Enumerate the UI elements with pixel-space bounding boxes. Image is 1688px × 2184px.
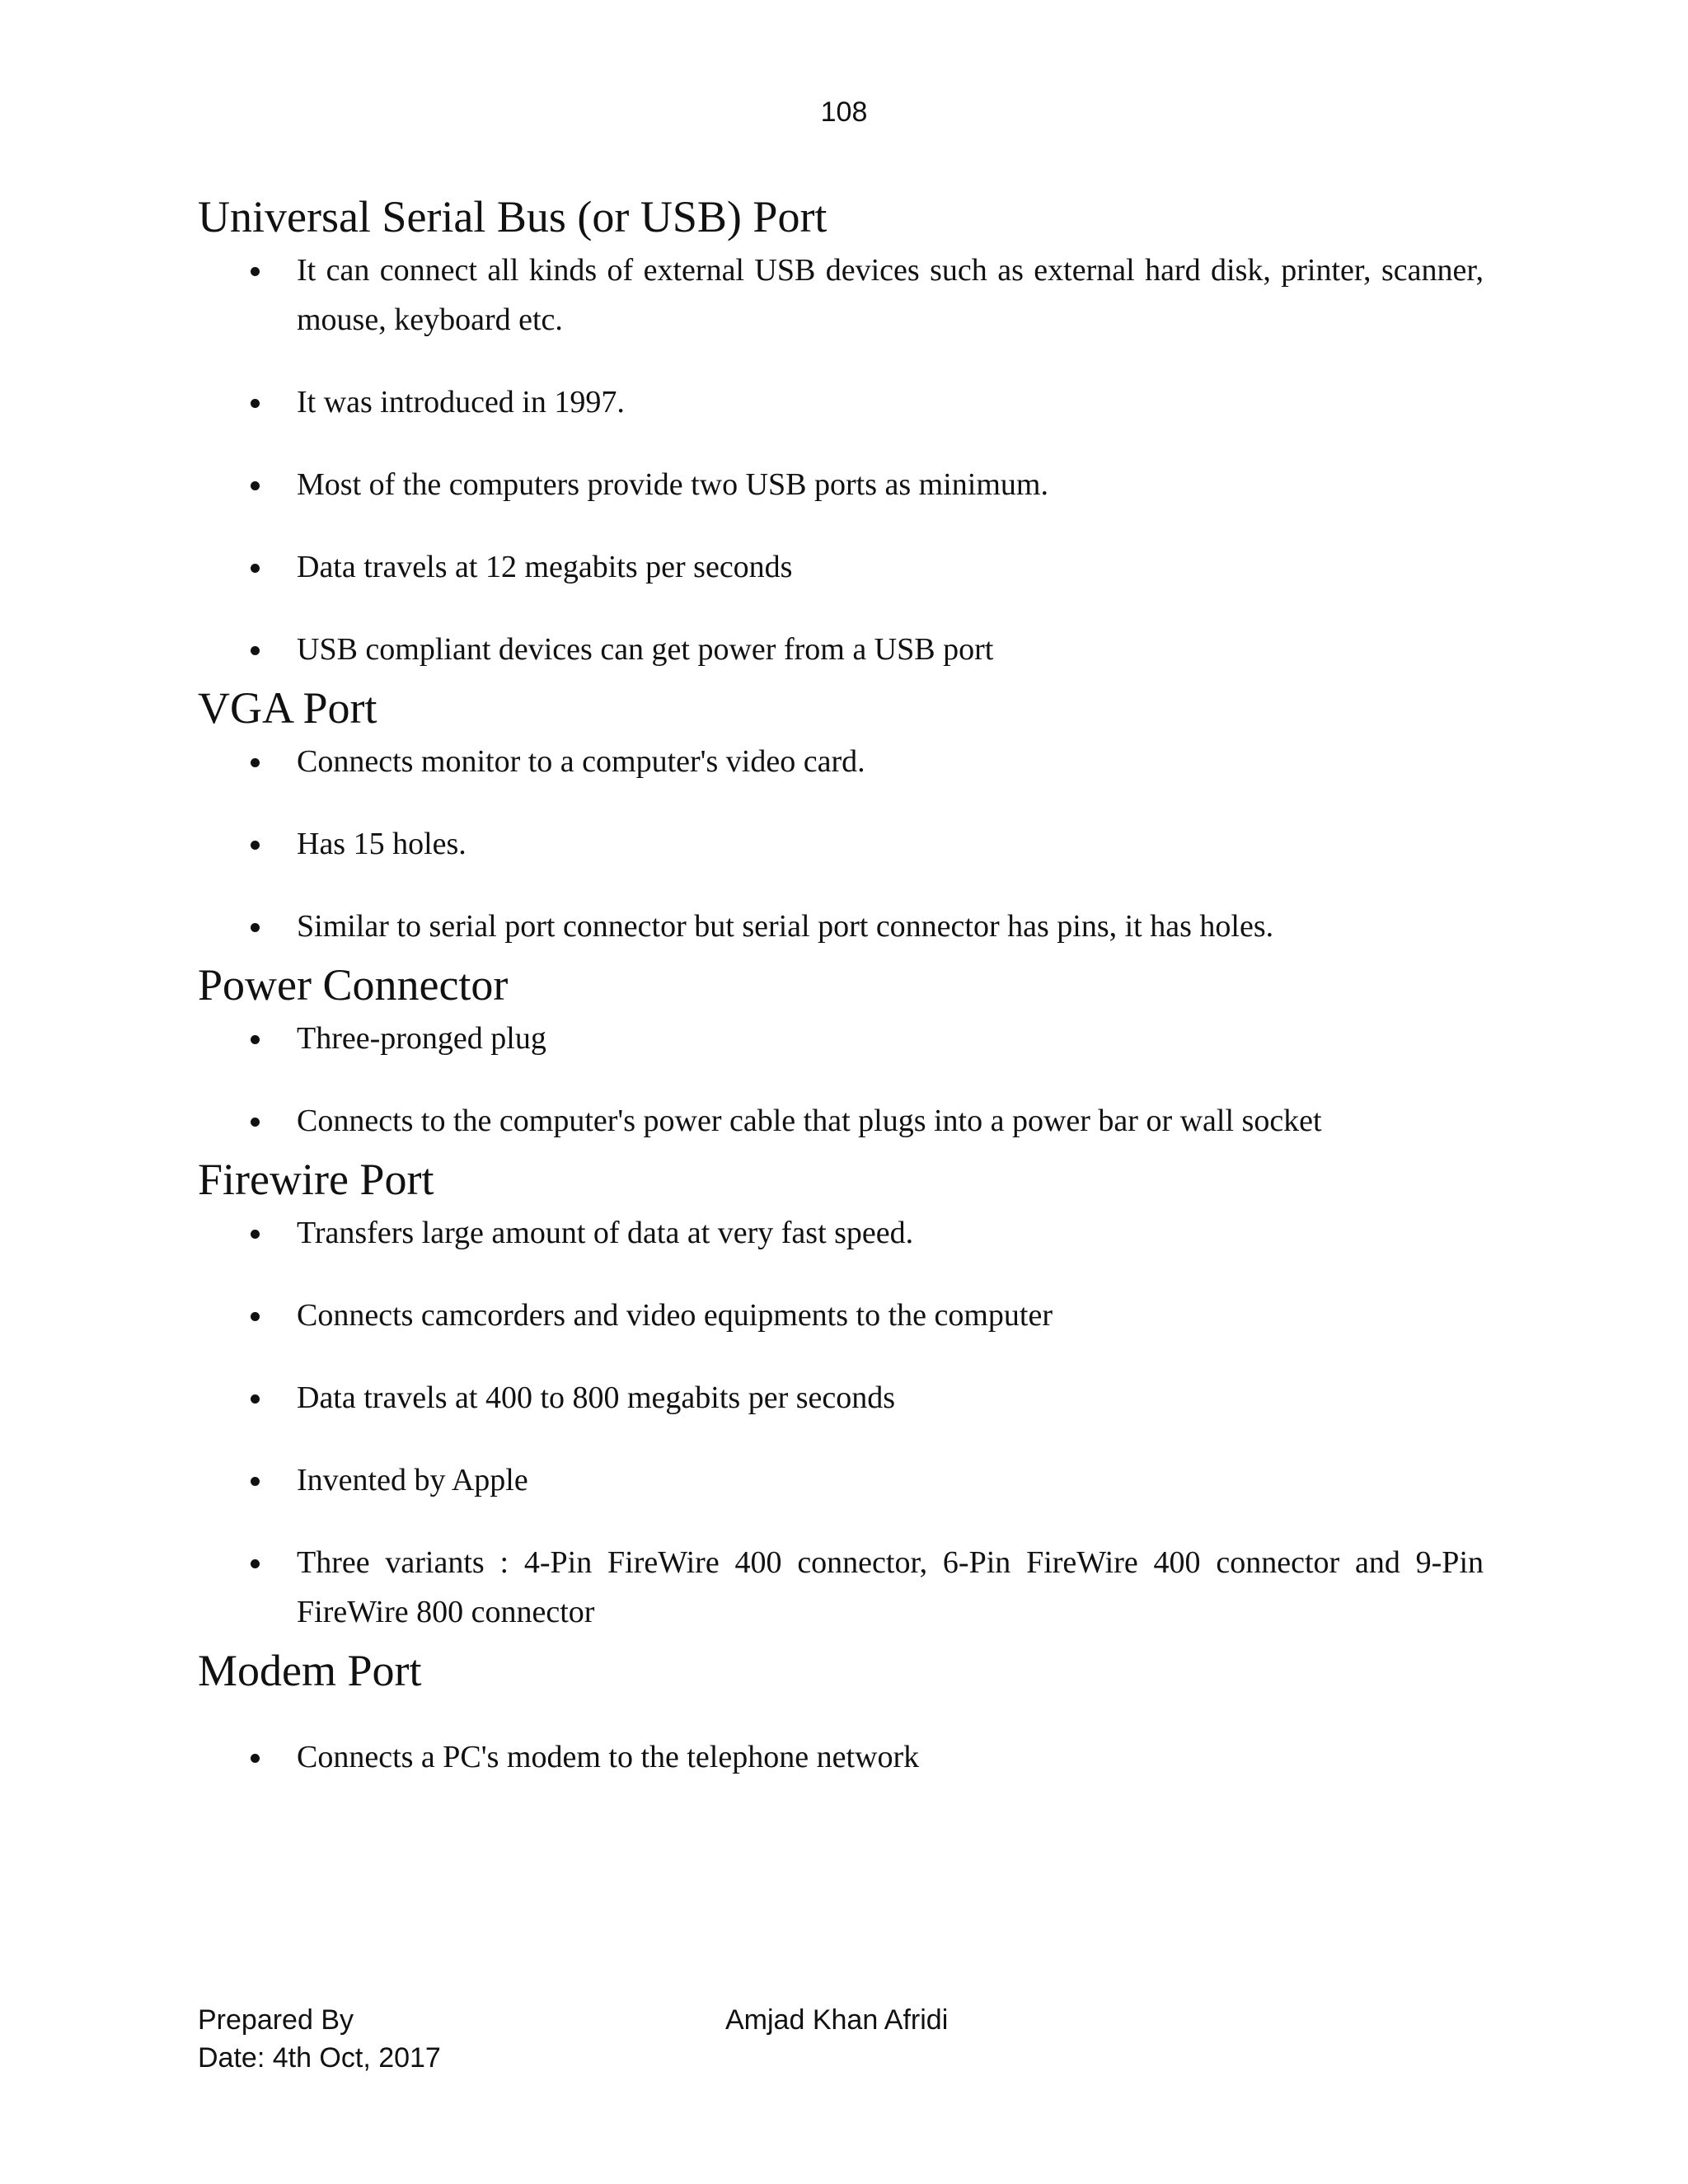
list-item-text: Data travels at 12 megabits per seconds (297, 550, 793, 584)
list-item-text: Three-pronged plug (297, 1021, 546, 1056)
list-item-text: Transfers large amount of data at very fast speed. (297, 1216, 914, 1250)
bullet-icon (251, 399, 260, 408)
list-item (198, 246, 1484, 344)
list-item-text: Similar to serial port connector but serial port connector has pins, it has holes. (297, 909, 1274, 944)
list-item-text: Connects monitor to a computer's video card. (297, 744, 865, 779)
list-item (198, 460, 1484, 509)
bullet-icon (251, 923, 260, 932)
section-firewire-port (198, 1151, 1484, 1637)
list-item (198, 542, 1484, 592)
list-item (198, 1373, 1484, 1422)
section-title: Universal Serial Bus (or USB) Port (198, 192, 828, 241)
bullet-icon (251, 481, 260, 490)
bullet-icon (251, 564, 260, 573)
section-title: Modem Port (198, 1646, 422, 1695)
bullet-icon (251, 1754, 260, 1763)
bullet-list (198, 1208, 1484, 1637)
bullet-icon (251, 758, 260, 767)
list-item-text: Most of the computers provide two USB ports as minimum. (297, 467, 1048, 502)
section-power-connector (198, 956, 1484, 1146)
bullet-icon (251, 1477, 260, 1486)
page-number: 108 (820, 96, 868, 128)
bullet-list (198, 246, 1484, 674)
list-item (198, 1014, 1484, 1063)
list-item-text: It was introduced in 1997. (297, 385, 625, 419)
bullet-list (198, 737, 1484, 951)
list-item (198, 1096, 1484, 1146)
list-item (198, 1208, 1484, 1258)
page-content (198, 188, 1484, 1782)
list-item (198, 377, 1484, 427)
list-item-text: Connects a PC's modem to the telephone network (297, 1740, 920, 1774)
list-item (198, 819, 1484, 869)
bullet-icon (251, 267, 260, 276)
list-item (198, 1538, 1484, 1637)
section-modem-port (198, 1642, 1484, 1782)
footer-date: Date: 4th Oct, 2017 (198, 2042, 441, 2074)
bullet-list (198, 1732, 1484, 1782)
list-item (198, 1732, 1484, 1782)
bullet-icon (251, 1118, 260, 1127)
list-item (198, 737, 1484, 786)
bullet-icon (251, 1559, 260, 1568)
list-item (198, 1455, 1484, 1505)
bullet-icon (251, 1035, 260, 1044)
bullet-list (198, 1014, 1484, 1146)
bullet-icon (251, 841, 260, 850)
section-title: VGA Port (198, 683, 377, 733)
list-item (198, 1291, 1484, 1340)
section-title: Firewire Port (198, 1155, 434, 1204)
list-item-text: Data travels at 400 to 800 megabits per seconds (297, 1380, 896, 1415)
list-item-text: Connects to the computer's power cable that plugs into a power bar or wall socket (297, 1104, 1322, 1138)
list-item (198, 902, 1484, 951)
list-item-text: Three variants : 4-Pin FireWire 400 connector, 6-Pin FireWire 400 connector and 9-Pin FireWire 800 connector (297, 1545, 1484, 1629)
list-item-text: It can connect all kinds of external USB devices such as external hard disk, printer, scanner, mouse, keyboard etc. (297, 253, 1484, 337)
list-item-text: Invented by Apple (297, 1463, 528, 1497)
list-item-text: Has 15 holes. (297, 827, 467, 861)
bullet-icon (251, 1230, 260, 1239)
list-item (198, 625, 1484, 674)
list-item-text: USB compliant devices can get power from a USB port (297, 632, 994, 667)
section-vga-port (198, 679, 1484, 951)
author-name: Amjad Khan Afridi (725, 2004, 949, 2036)
bullet-icon (251, 1312, 260, 1321)
section-title: Power Connector (198, 960, 509, 1010)
list-item-text: Connects camcorders and video equipments to the computer (297, 1298, 1053, 1333)
bullet-icon (251, 1394, 260, 1404)
section-usb-port (198, 188, 1484, 674)
bullet-icon (251, 646, 260, 655)
prepared-by-label: Prepared By (198, 2004, 354, 2036)
